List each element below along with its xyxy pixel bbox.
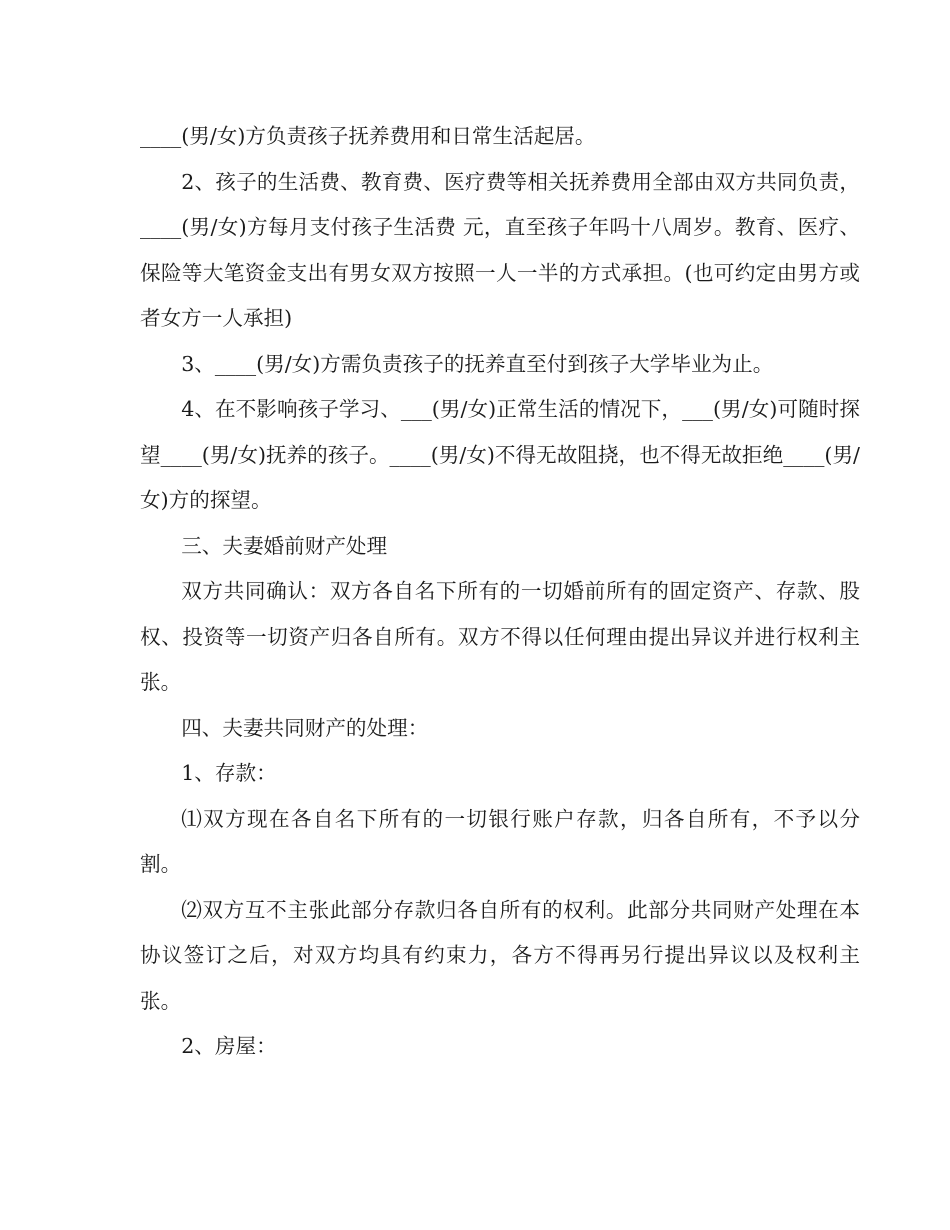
- paragraph-clause-2-child-expenses: 2、孩子的生活费、教育费、医疗费等相关抚养费用全部由双方共同负责，____(男/女)方每月支付孩子生活费 元，直至孩子年吗十八周岁。教育、医疗、保险等大笔资金支出有男女双方按照一人一半的方式承担。(也可约定由男方或者女方一人承担): [140, 169, 860, 330]
- paragraph-deposits-item-2: ⑵双方互不主张此部分存款归各自所有的权利。此部分共同财产处理在本协议签订之后，对双方均具有约束力，各方不得再另行提出异议以及权利主张。: [140, 897, 860, 1013]
- paragraph-custody-party: ____(男/女)方负责孩子抚养费用和日常生活起居。: [140, 124, 596, 148]
- document-page: [140, 114, 860, 1070]
- paragraph-clause-4-visitation: 4、在不影响孩子学习、___(男/女)正常生活的情况下，___(男/女)可随时探望____(男/女)抚养的孩子。____(男/女)不得无故阻挠，也不得无故拒绝____(男/女)方的探望。: [140, 397, 860, 512]
- subheading-housing: 2、房屋：: [181, 1034, 277, 1058]
- section-heading-joint-property: 四、夫妻共同财产的处理：: [181, 715, 429, 740]
- paragraph-deposits-item-1: ⑴双方现在各自名下所有的一切银行账户存款，归各自所有，不予以分割。: [140, 806, 860, 876]
- paragraph-premarital-confirmation: 双方共同确认：双方各自名下所有的一切婚前所有的固定资产、存款、股权、投资等一切资产归各自所有。双方不得以任何理由提出异议并进行权利主张。: [140, 579, 860, 694]
- paragraph-clause-3-upbringing: 3、____(男/女)方需负责孩子的抚养直至付到孩子大学毕业为止。: [181, 351, 774, 376]
- section-heading-premarital-property: 三、夫妻婚前财产处理: [181, 533, 388, 558]
- subheading-deposits: 1、存款：: [181, 761, 277, 785]
